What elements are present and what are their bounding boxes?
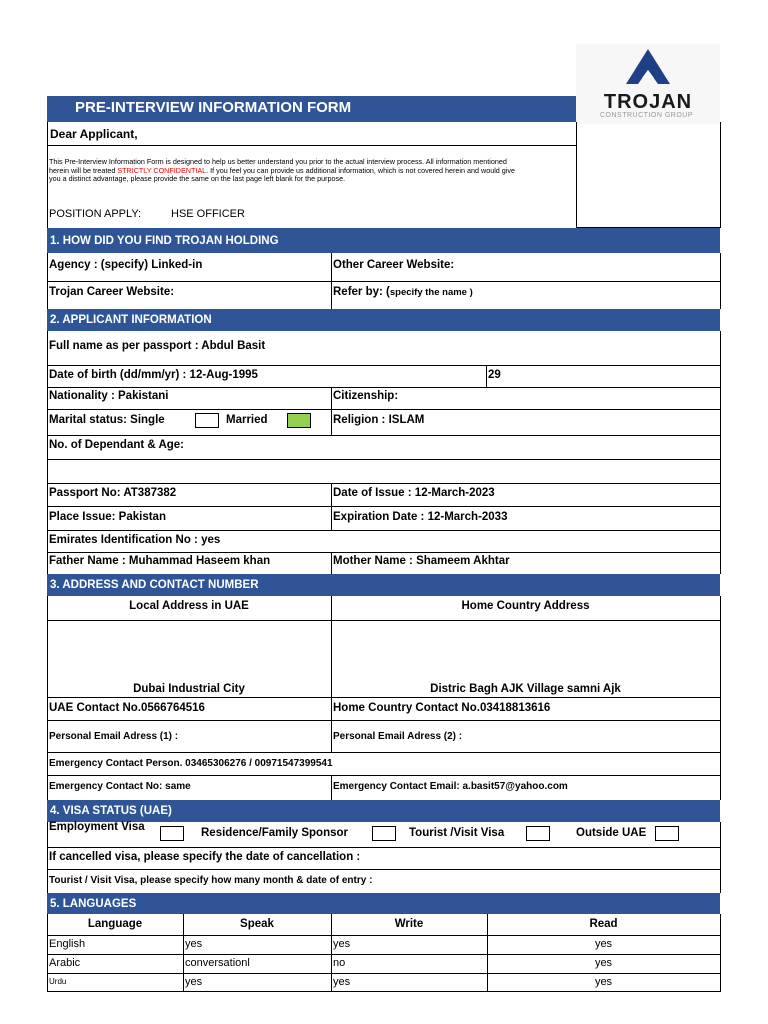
full-name-field[interactable]: Full name as per passport : Abdul Basit — [49, 340, 266, 352]
logo-name: TROJAN — [603, 91, 693, 113]
emergency-contact-person-field[interactable]: Emergency Contact Person. 03465306276 / 00971547399541 — [49, 758, 333, 769]
expiration-date-field[interactable]: Expiration Date : 12-March-2033 — [333, 511, 508, 523]
tourist-visa-checkbox[interactable] — [526, 826, 550, 841]
lang-header-write: Write — [394, 918, 424, 930]
local-address-value[interactable]: Dubai Industrial City — [133, 683, 245, 695]
lang-header-speak: Speak — [240, 918, 274, 930]
intro-line-1: This Pre-Interview Information Form is designed to help us better understand you prior to the actual interview process. All information mentioned — [49, 157, 507, 166]
mother-name-field[interactable]: Mother Name : Shameem Akhtar — [333, 555, 510, 567]
other-career-website-field[interactable]: Other Career Website: — [333, 259, 455, 271]
email-2-field[interactable]: Personal Email Adress (2) : — [333, 731, 463, 742]
intro-line-2: herein will be treated STRICTLY CONFIDENTIAL. If you feel you can provide us additional information, which is not covered herein and would give — [49, 165, 515, 175]
religion-field[interactable]: Religion : ISLAM — [333, 414, 425, 426]
agency-field[interactable]: Agency : (specify) Linked-in — [49, 259, 203, 271]
company-logo — [576, 44, 720, 124]
outside-uae-label: Outside UAE — [576, 827, 647, 839]
trojan-career-website-field[interactable]: Trojan Career Website: — [49, 286, 175, 298]
section-4-header: 4. VISA STATUS (UAE) — [47, 800, 720, 822]
trojan-logo-icon — [576, 44, 720, 94]
greeting: Dear Applicant, — [50, 127, 138, 141]
intro-text — [49, 158, 574, 184]
lang-row-3-language: Urdu — [49, 977, 67, 986]
logo-subtitle: CONSTRUCTION GROUP — [600, 112, 693, 119]
dependants-field[interactable]: No. of Dependant & Age: — [49, 439, 185, 451]
home-contact-field[interactable]: Home Country Contact No.03418813616 — [333, 702, 551, 714]
local-address-header: Local Address in UAE — [129, 600, 249, 612]
date-of-issue-field[interactable]: Date of Issue : 12-March-2023 — [333, 487, 495, 499]
age-field[interactable]: 29 — [488, 369, 501, 381]
section-2-header: 2. APPLICANT INFORMATION — [47, 309, 720, 331]
home-address-value[interactable]: Distric Bagh AJK Village samni Ajk — [430, 683, 621, 695]
citizenship-field[interactable]: Citizenship: — [333, 390, 399, 402]
cancellation-date-field[interactable]: If cancelled visa, please specify the date of cancellation : — [49, 851, 361, 863]
lang-row-1-speak[interactable]: yes — [185, 938, 203, 950]
lang-row-2-write[interactable]: no — [333, 957, 346, 969]
confidential-text: STRICTLY CONFIDENTIAL — [117, 165, 207, 175]
residence-visa-label: Residence/Family Sponsor — [201, 827, 348, 839]
lang-row-1-write[interactable]: yes — [333, 938, 351, 950]
position-label: POSITION APPLY: — [49, 208, 142, 220]
email-1-field[interactable]: Personal Email Adress (1) : — [49, 731, 179, 742]
lang-row-2-speak[interactable]: conversationl — [185, 957, 250, 969]
lang-row-3-read[interactable]: yes — [594, 976, 613, 988]
father-name-field[interactable]: Father Name : Muhammad Haseem khan — [49, 555, 271, 567]
lang-row-3-write[interactable]: yes — [333, 976, 351, 988]
married-checkbox[interactable] — [287, 413, 311, 428]
lang-row-1-read[interactable]: yes — [594, 938, 613, 950]
lang-row-2-language: Arabic — [49, 957, 81, 969]
section-1-header: 1. HOW DID YOU FIND TROJAN HOLDING — [47, 228, 720, 253]
married-label: Married — [226, 414, 268, 426]
lang-header-language: Language — [87, 918, 143, 930]
emergency-contact-email-field[interactable]: Emergency Contact Email: a.basit57@yahoo.com — [333, 781, 568, 792]
position-value[interactable]: HSE OFFICER — [171, 208, 245, 220]
employment-visa-label: Employment Visa — [49, 821, 145, 833]
employment-visa-checkbox[interactable] — [160, 826, 184, 841]
home-address-header: Home Country Address — [461, 600, 590, 612]
residence-visa-checkbox[interactable] — [372, 826, 396, 841]
tourist-visa-label: Tourist /Visit Visa — [409, 827, 505, 839]
section-3-header: 3. ADDRESS AND CONTACT NUMBER — [47, 574, 720, 596]
intro-line-3: you a distinct advantage, please provide the same on the last page left blank for the purpose. — [49, 174, 346, 183]
date-of-birth-field[interactable]: Date of birth (dd/mm/yr) : 12-Aug-1995 — [49, 369, 258, 381]
passport-no-field[interactable]: Passport No: AT387382 — [49, 487, 177, 499]
uae-contact-field[interactable]: UAE Contact No.0566764516 — [49, 702, 205, 714]
lang-header-read: Read — [589, 918, 618, 930]
nationality-field[interactable]: Nationality : Pakistani — [49, 390, 169, 402]
lang-row-2-read[interactable]: yes — [594, 957, 613, 969]
lang-row-3-speak[interactable]: yes — [185, 976, 203, 988]
section-5-header: 5. LANGUAGES — [47, 893, 720, 914]
form-title: PRE-INTERVIEW INFORMATION FORM — [75, 99, 352, 116]
lang-row-1-language: English — [49, 938, 86, 950]
outside-uae-checkbox[interactable] — [655, 826, 679, 841]
single-checkbox[interactable] — [195, 413, 219, 428]
marital-status-label: Marital status: Single — [49, 414, 165, 426]
emergency-contact-no-field[interactable]: Emergency Contact No: same — [49, 781, 191, 792]
tourist-entry-field[interactable]: Tourist / Visit Visa, please specify how many month & date of entry : — [49, 875, 373, 886]
place-issue-field[interactable]: Place Issue: Pakistan — [49, 511, 166, 523]
refer-by-field[interactable]: Refer by: (specify the name ) — [333, 286, 473, 298]
emirates-id-field[interactable]: Emirates Identification No : yes — [49, 534, 221, 546]
